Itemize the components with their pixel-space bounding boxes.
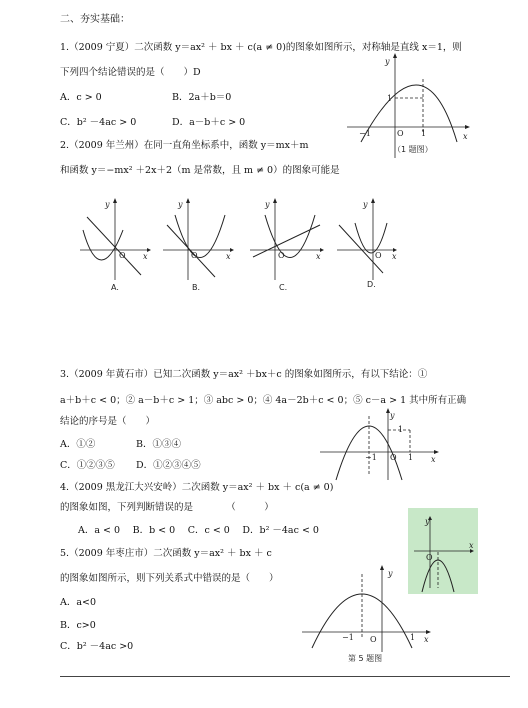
section-title: 二、夯实基础：	[60, 14, 130, 25]
svg-text:y: y	[105, 200, 110, 209]
q1-label-one-y: 1	[387, 94, 393, 103]
svg-text:y: y	[178, 200, 183, 209]
q1-label-one-x: 1	[421, 129, 427, 138]
q4-text-line2: 的图象如图，下列判断错误的是 （ ）	[60, 502, 274, 513]
q1-label-x: x	[463, 132, 468, 141]
q2-option-a-graph	[80, 198, 151, 292]
q5-option-a: A．a<0	[60, 597, 97, 608]
q1-text-line1: 1.（2009 宁夏）二次函数 y＝ax² ＋ bx ＋ c(a ≠ 0)的图象如图所示，对称轴是直线 x＝1，则	[60, 42, 462, 53]
q2-option-d-letter: D.	[367, 280, 376, 289]
svg-text:y: y	[265, 200, 270, 209]
q1-option-a: A．c > 0	[60, 92, 102, 103]
q2-c-line	[253, 225, 320, 257]
svg-text:x: x	[431, 455, 436, 464]
q2-option-b-letter: B.	[192, 283, 201, 292]
q3-text-line1: 3.（2009 年黄石市）已知二次函数 y＝ax² ＋bx＋c 的图象如图所示，有以下结论：①	[60, 369, 428, 380]
q1-label-origin: O	[397, 129, 404, 138]
q1-text-line2: 下列四个结论错误的是（ ）D	[60, 67, 201, 78]
q1-option-d: D．a－b＋c > 0	[172, 117, 246, 128]
svg-text:x: x	[226, 252, 231, 261]
q2-a-line	[87, 217, 141, 275]
q5-text-line1: 5.（2009 年枣庄市）二次函数 y＝ax² ＋ bx ＋ c	[60, 548, 272, 559]
q1-option-c: C．b² －4ac > 0	[60, 117, 137, 128]
svg-text:−1: −1	[342, 633, 354, 642]
q2-text-line2: 和函数 y＝−mx² ＋2x＋2（m 是常数，且 m ≠ 0）的图象可能是	[60, 165, 340, 176]
q1-label-y: y	[385, 57, 390, 66]
svg-text:O: O	[375, 251, 382, 260]
page-bottom-rule	[60, 676, 510, 677]
svg-text:x: x	[424, 635, 429, 644]
q3-option-a: A．①②	[60, 439, 96, 450]
svg-text:O: O	[370, 635, 377, 644]
svg-text:x: x	[143, 252, 148, 261]
q2-option-a-letter: A.	[111, 283, 119, 292]
svg-text:x: x	[469, 541, 474, 550]
svg-text:−1: −1	[365, 453, 377, 462]
svg-text:x: x	[392, 252, 397, 261]
q4-text-line1: 4.（2009 黑龙江大兴安岭）二次函数 y＝ax² ＋ bx ＋ c(a ≠ 0)	[60, 482, 334, 493]
q1-x-arrow	[465, 125, 470, 129]
svg-text:y: y	[425, 517, 430, 526]
q1-figure	[345, 50, 475, 160]
q3-text-line3: 结论的序号是（ ）	[60, 416, 156, 427]
q2-option-c-graph	[250, 198, 324, 292]
q3-option-b: B．①③④	[136, 439, 181, 450]
svg-text:y: y	[390, 411, 395, 420]
q3-text-line2: a＋b＋c < 0；② a－b＋c > 1；③ abc > 0；④ 4a－2b＋c < 0；⑤ c－a > 1 其中所有正确	[60, 395, 467, 406]
svg-text:1: 1	[408, 453, 414, 462]
svg-text:1: 1	[410, 633, 416, 642]
q3-figure	[318, 408, 443, 483]
svg-text:x: x	[316, 252, 321, 261]
svg-text:O: O	[119, 251, 126, 260]
q1-option-b: B．2a＋b＝0	[172, 92, 232, 103]
svg-text:y: y	[388, 569, 393, 578]
q3-option-c: C．①②③⑤	[60, 460, 115, 471]
q5-figure	[300, 560, 440, 668]
svg-text:O: O	[278, 251, 285, 260]
q5-option-b: B．c>0	[60, 620, 96, 631]
svg-text:O: O	[191, 251, 198, 260]
q3-option-d: D．①②③④⑤	[136, 460, 201, 471]
q5-caption: 第 5 题图	[348, 654, 383, 663]
svg-text:O: O	[426, 553, 433, 562]
q1-label-neg1: −1	[359, 129, 371, 138]
svg-text:1: 1	[398, 425, 404, 434]
q1-caption: （1 题图）	[393, 145, 433, 154]
svg-text:y: y	[363, 200, 368, 209]
q5-option-c: C．b² －4ac >0	[60, 641, 134, 652]
q1-y-arrow	[393, 53, 397, 58]
svg-text:O: O	[390, 453, 397, 462]
q4-options: A．a < 0 B．b < 0 C．c < 0 D．b² －4ac < 0	[78, 525, 319, 536]
q5-text-line2: 的图象如图所示，则下列关系式中错误的是（ ）	[60, 573, 279, 584]
q2-option-b-graph	[163, 198, 234, 292]
q2-text-line1: 2.（2009 年兰州）在同一直角坐标系中，函数 y＝mx＋m	[60, 140, 309, 151]
q2-d-parabola	[355, 223, 387, 253]
q2-option-c-letter: C.	[279, 283, 288, 292]
q2-option-d-graph	[337, 198, 397, 289]
q2-c-parabola	[265, 215, 315, 258]
q1-parabola	[361, 85, 457, 142]
q2-figures	[75, 195, 395, 295]
q2-b-parabola	[175, 215, 225, 258]
